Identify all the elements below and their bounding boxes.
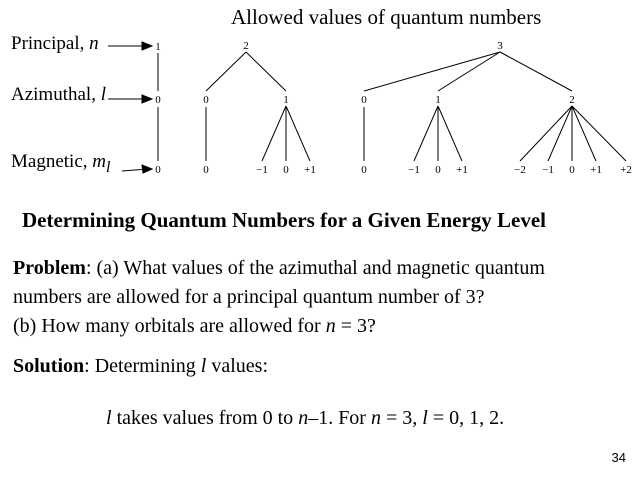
var-l: l xyxy=(422,407,428,429)
ml-value: −1 xyxy=(542,164,554,176)
problem-line-3-text: (b) How many orbitals are allowed for xyxy=(13,315,326,337)
ml-value: +1 xyxy=(456,164,468,176)
l-value: 2 xyxy=(569,94,575,106)
problem-line-2: numbers are allowed for a principal quantum number of 3? xyxy=(13,286,485,308)
page-number: 34 xyxy=(611,450,626,465)
arrowhead-principal xyxy=(142,42,152,50)
edge-n3l2-ml-1 xyxy=(548,106,572,161)
solution-text-suffix: values: xyxy=(206,355,269,377)
problem-line-3 xyxy=(13,315,376,338)
edge-n2-l1 xyxy=(246,52,286,91)
arrowhead-azimuthal xyxy=(142,95,152,103)
azimuthal-label-text: Azimuthal, xyxy=(11,84,101,105)
edge-n2l1-ml+1 xyxy=(286,106,310,161)
ml-value: −2 xyxy=(514,164,526,176)
section-heading: Determining Quantum Numbers for a Given Energy Level xyxy=(22,208,546,232)
n-value: 2 xyxy=(243,40,249,52)
ml-value: +1 xyxy=(590,164,602,176)
tree-lines xyxy=(108,42,626,173)
var-n: n xyxy=(370,407,381,429)
ml-value: +2 xyxy=(620,164,632,176)
arrowhead-magnetic xyxy=(142,165,152,173)
var-l: l xyxy=(106,407,112,429)
ml-value: 0 xyxy=(203,164,209,176)
l-value: 0 xyxy=(203,94,209,106)
ml-value: 0 xyxy=(569,164,575,176)
tree-values xyxy=(155,40,632,176)
ml-value: 0 xyxy=(155,164,161,176)
l-values-part1: takes values from 0 to xyxy=(111,407,299,429)
edge-n3l2-ml-2 xyxy=(520,106,572,161)
problem-label: Problem xyxy=(13,257,86,279)
l-values-part3: = 3, xyxy=(380,407,423,429)
magnetic-label-text: Magnetic, xyxy=(11,151,93,172)
problem-n-var: n xyxy=(325,315,336,337)
problem-line-3-suffix: = 3? xyxy=(335,315,376,337)
solution-label: Solution xyxy=(13,355,85,377)
l-values-part2: –1. For xyxy=(308,407,371,429)
ml-value: +1 xyxy=(304,164,316,176)
ml-value: −1 xyxy=(256,164,268,176)
n-value: 3 xyxy=(497,40,503,52)
var-n: n xyxy=(298,407,309,429)
azimuthal-symbol: l xyxy=(100,84,106,105)
problem-line-1 xyxy=(13,257,545,280)
principal-symbol: n xyxy=(89,33,99,54)
l-value: 1 xyxy=(435,94,441,106)
l-value: 0 xyxy=(361,94,367,106)
ml-value: 0 xyxy=(435,164,441,176)
solution-l-var: l xyxy=(200,355,207,377)
magnetic-subscript: l xyxy=(106,158,111,176)
quantum-number-tree xyxy=(0,0,640,200)
n-value: 1 xyxy=(155,41,161,53)
l-value: 0 xyxy=(155,94,161,106)
ml-value: −1 xyxy=(408,164,420,176)
edge-n3l2-ml+1 xyxy=(572,106,596,161)
solution-text: : Determining xyxy=(84,355,201,377)
edge-n3l2-ml+2 xyxy=(572,106,626,161)
ml-value: 0 xyxy=(283,164,289,176)
edge-n3-l0 xyxy=(364,52,500,91)
edge-n3-l2 xyxy=(500,52,572,91)
edge-n2l1-ml-1 xyxy=(262,106,286,161)
principal-label-text: Principal, xyxy=(11,33,90,54)
edge-n3-l1 xyxy=(438,52,500,91)
ml-value: 0 xyxy=(361,164,367,176)
edge-n3l1-ml-1 xyxy=(414,106,438,161)
edge-n3l1-ml+1 xyxy=(438,106,462,161)
l-values-part4: = 0, 1, 2. xyxy=(427,407,505,429)
problem-line-1-text: : (a) What values of the azimuthal and magnetic quantum xyxy=(85,257,545,279)
magnetic-symbol: m xyxy=(92,151,106,172)
edge-n2-l0 xyxy=(206,52,246,91)
l-values-statement xyxy=(106,407,504,430)
solution-line xyxy=(13,355,268,378)
tree-title: Allowed values of quantum numbers xyxy=(231,5,542,29)
l-value: 1 xyxy=(283,94,289,106)
